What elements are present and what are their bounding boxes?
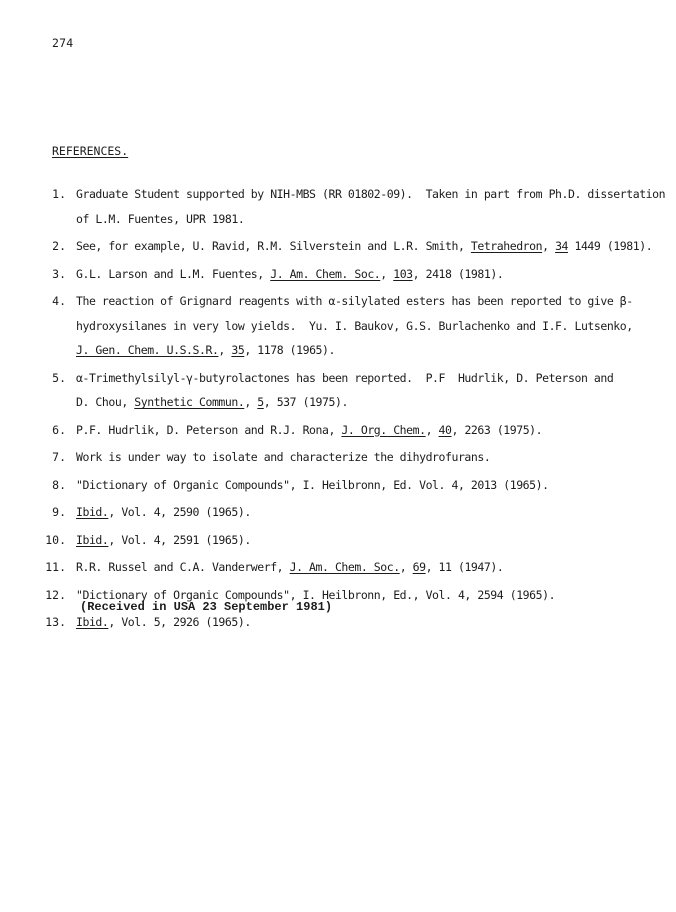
reference-text-line [76, 314, 676, 339]
citation-underlined: 35 [231, 343, 245, 357]
reference-text: G.L. Larson and L.M. Fuentes, [76, 266, 271, 281]
reference-text: , 11 (1947). [425, 560, 504, 574]
reference-text: , 1178 (1965). [244, 343, 335, 357]
reference-item [0, 528, 676, 553]
reference-text-line [76, 234, 676, 259]
reference-item [0, 289, 676, 363]
reference-text: The reaction of Grignard reagents with α-silylated esters has been reported to give β- [76, 294, 633, 308]
reference-text: , 537 (1975). [263, 395, 348, 409]
reference-text: P.F. Hudrlik, D. Peterson and R.J. Rona, [76, 422, 342, 437]
reference-number: 9. [52, 505, 66, 519]
reference-number: 7. [52, 450, 66, 464]
reference-item [0, 473, 676, 498]
reference-item [0, 445, 676, 470]
reference-text: , Vol. 5, 2926 (1965). [108, 615, 251, 629]
reference-text-line [76, 500, 676, 525]
reference-text: , [244, 395, 258, 409]
reference-number: 12. [45, 587, 66, 602]
citation-underlined: Ibid. [76, 532, 109, 547]
page-number: 274 [52, 36, 74, 50]
reference-number: 2. [52, 239, 66, 253]
reference-text-line [76, 289, 676, 314]
reference-text-line [76, 473, 676, 498]
reference-item [0, 555, 676, 580]
reference-text: Graduate Student supported by NIH-MBS (RR 01802-09). Taken in part from Ph.D. dissertation [76, 187, 666, 201]
reference-text-line [76, 338, 676, 363]
reference-text-line [76, 555, 676, 580]
reference-text-line [76, 262, 676, 287]
reference-text: Work is under way to isolate and characterize the dihydrofurans. [76, 450, 491, 464]
reference-text: 1449 (1981). [568, 239, 653, 253]
reference-number: 1. [52, 187, 66, 201]
reference-item [0, 500, 676, 525]
reference-number: 13. [45, 615, 66, 629]
citation-underlined: Ibid. [76, 505, 109, 519]
reference-text: of L.M. Fuentes, UPR 1981. [76, 211, 245, 226]
reference-item [0, 182, 676, 231]
citation-underlined: 5 [257, 395, 264, 409]
citation-underlined: 69 [412, 560, 426, 574]
reference-text: α-Trimethylsilyl-γ-butyrolactones has been reported. P.F Hudrlik, D. Peterson and [76, 370, 614, 385]
reference-text: hydroxysilanes in very low yields. Yu. I. Baukov, G.S. Burlachenko and I.F. Lutsenko, [76, 318, 633, 333]
citation-underlined: Ibid. [76, 615, 109, 629]
reference-number: 3. [52, 266, 66, 281]
reference-text: , [425, 422, 439, 437]
reference-number: 4. [52, 294, 66, 308]
reference-text: , [399, 560, 413, 574]
reference-number: 5. [52, 370, 66, 385]
citation-underlined: J. Gen. Chem. U.S.S.R. [76, 343, 219, 357]
reference-text: "Dictionary of Organic Compounds", I. Heilbronn, Ed., Vol. 4, 2594 (1965). [76, 587, 556, 602]
reference-number: 6. [52, 422, 66, 437]
reference-text: , [218, 343, 232, 357]
citation-underlined: J. Am. Chem. Soc. [289, 560, 400, 574]
reference-text: D. Chou, [76, 395, 135, 409]
reference-number: 10. [45, 532, 66, 547]
reference-item [0, 262, 676, 287]
reference-text: , Vol. 4, 2591 (1965). [108, 532, 251, 547]
reference-text-line [76, 390, 676, 415]
reference-item [0, 234, 676, 259]
reference-text: See, for example, U. Ravid, R.M. Silverstein and L.R. Smith, [76, 239, 471, 253]
reference-number: 11. [45, 560, 66, 574]
citation-underlined: Synthetic Commun. [134, 395, 245, 409]
reference-text: , [380, 266, 394, 281]
reference-text-line [76, 445, 676, 470]
reference-text: R.R. Russel and C.A. Vanderwerf, [76, 560, 290, 574]
reference-number: 8. [52, 477, 66, 492]
received-date-note: (Received in USA 23 September 1981) [80, 600, 333, 614]
reference-text: , Vol. 4, 2590 (1965). [108, 505, 251, 519]
citation-underlined: Tetrahedron [470, 239, 543, 253]
reference-text: , 2263 (1975). [451, 422, 543, 437]
reference-item [0, 366, 676, 415]
reference-text: , 2418 (1981). [412, 266, 504, 281]
reference-text: "Dictionary of Organic Compounds", I. Heilbronn, Ed. Vol. 4, 2013 (1965). [76, 477, 549, 492]
reference-text-line [76, 207, 676, 232]
citation-underlined: 103 [393, 266, 413, 281]
reference-text: , [542, 239, 556, 253]
reference-list [0, 182, 676, 638]
reference-item [0, 418, 676, 443]
citation-underlined: 34 [555, 239, 569, 253]
references-heading: REFERENCES. [52, 144, 129, 158]
citation-underlined: 40 [438, 422, 452, 437]
reference-text-line [76, 528, 676, 553]
reference-text-line [76, 182, 676, 207]
citation-underlined: J. Org. Chem. [341, 422, 426, 437]
citation-underlined: J. Am. Chem. Soc. [270, 266, 381, 281]
reference-text-line [76, 418, 676, 443]
reference-text-line [76, 366, 676, 391]
